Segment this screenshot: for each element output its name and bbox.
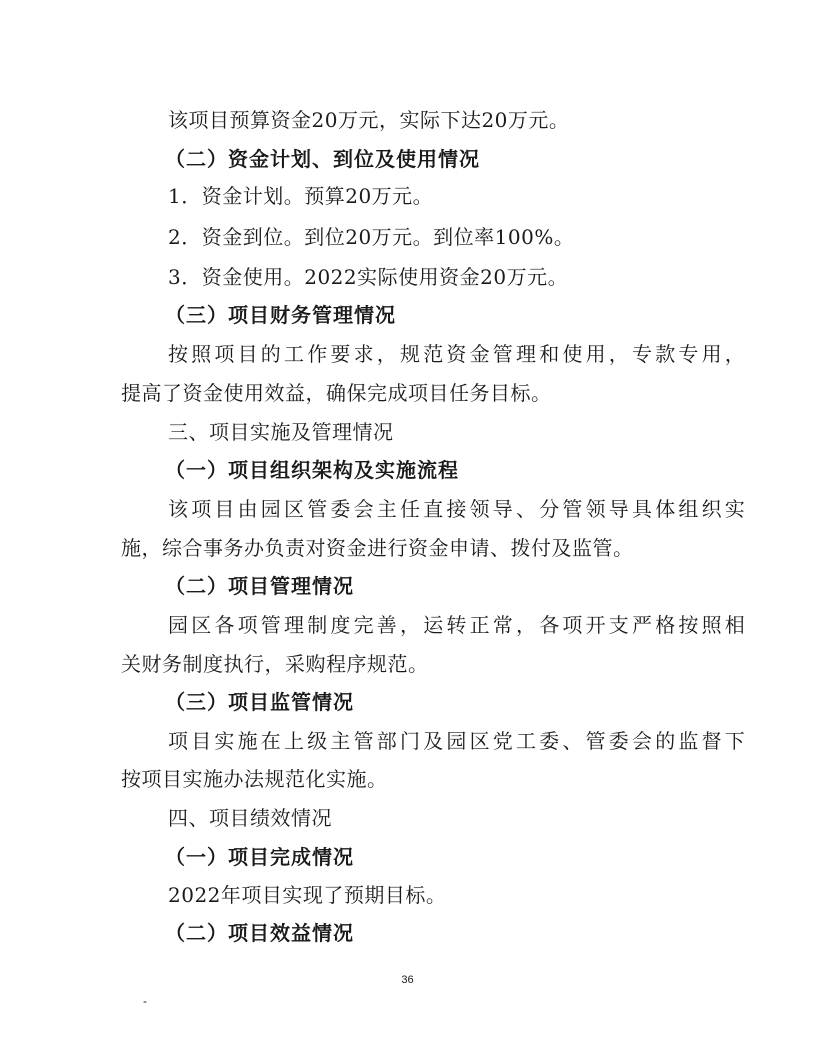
chapter-heading: 三、项目实施及管理情况 — [168, 420, 394, 444]
paragraph-line: 2022年项目实现了预期目标。 — [168, 883, 447, 907]
list-item: 2．资金到位。到位20万元。到位率100%。 — [168, 225, 575, 249]
list-item: 1．资金计划。预算20万元。 — [168, 184, 434, 208]
section-heading: （二）资金计划、到位及使用情况 — [165, 147, 480, 171]
paragraph-line: 关财务制度执行，采购程序规范。 — [121, 652, 429, 676]
list-item: 3．资金使用。2022实际使用资金20万元。 — [168, 265, 569, 289]
paragraph-line: 该项目预算资金20万元，实际下达20万元。 — [168, 108, 570, 132]
paragraph-line: 该项目由园区管委会主任直接领导、分管领导具体组织实 — [168, 497, 748, 521]
section-heading: （一）项目组织架构及实施流程 — [165, 458, 459, 482]
paragraph-line: 按照项目的工作要求，规范资金管理和使用，专款专用， — [168, 342, 748, 366]
chapter-heading: 四、项目绩效情况 — [168, 806, 332, 830]
paragraph-line: 按项目实施办法规范化实施。 — [121, 767, 388, 791]
section-heading: （二）项目效益情况 — [165, 921, 354, 945]
section-heading: （一）项目完成情况 — [165, 845, 354, 869]
paragraph-line: 园区各项管理制度完善，运转正常，各项开支严格按照相 — [168, 613, 748, 637]
paragraph-line: 项目实施在上级主管部门及园区党工委、管委会的监督下 — [168, 729, 748, 753]
footer-mark: - — [143, 994, 147, 1008]
section-heading: （三）项目财务管理情况 — [165, 303, 396, 327]
paragraph-line: 提高了资金使用效益，确保完成项目任务目标。 — [121, 381, 552, 405]
section-heading: （三）项目监管情况 — [165, 690, 354, 714]
paragraph-line: 施，综合事务办负责对资金进行资金申请、拨付及监管。 — [121, 536, 634, 560]
section-heading: （二）项目管理情况 — [165, 574, 354, 598]
page-number: 36 — [401, 974, 414, 986]
